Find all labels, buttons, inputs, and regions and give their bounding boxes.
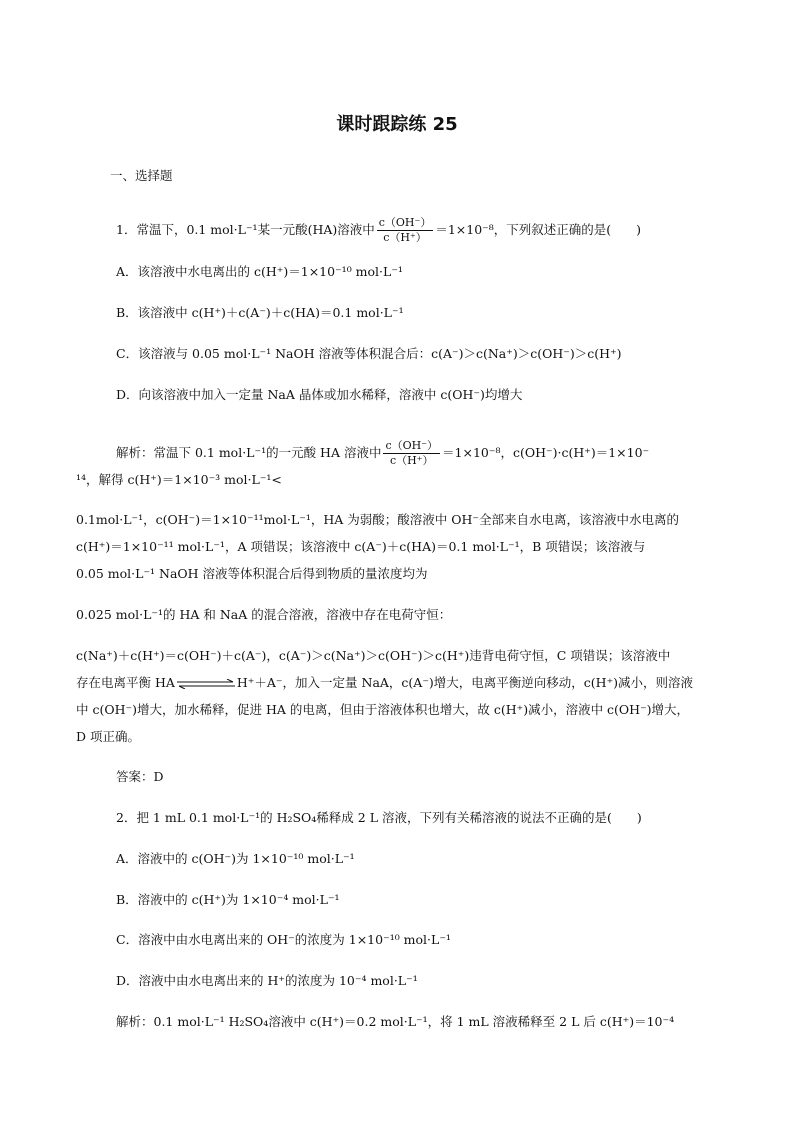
q1-option-a: A．该溶液中水电离出的 c(H⁺)＝1×10⁻¹⁰ mol·L⁻¹ — [116, 264, 403, 279]
q1-analysis-line-6: 0.025 mol·L⁻¹的 HA 和 NaA 的混合溶液，溶液中存在电荷守恒： — [76, 607, 452, 622]
q1-analysis-line-9: 中 c(OH⁻)增大，加水稀释，促进 HA 的电离，但由于溶液体积也增大，故 c(H⁺)减小，溶液中 c(OH⁻)增大， — [76, 702, 690, 717]
page-title: 课时跟踪练 25 — [336, 114, 458, 135]
section-heading: 一、选择题 — [110, 168, 173, 183]
q1-analysis-fraction — [383, 439, 440, 468]
q1-analysis-line-7: c(Na⁺)＋c(H⁺)＝c(OH⁻)＋c(A⁻)，c(A⁻)＞c(Na⁺)＞c(OH⁻)＞c(H⁺)违背电荷守恒，C 项错误；该溶液中 — [76, 648, 671, 663]
q2-stem: 2．把 1 mL 0.1 mol·L⁻¹的 H₂SO₄稀释成 2 L 溶液，下列有关稀溶液的说法不正确的是( ) — [116, 810, 642, 825]
q1-analysis-line-8-before: 存在电离平衡 HA — [76, 675, 175, 690]
q1-answer: 答案：D — [116, 769, 164, 784]
q2-option-b: B．溶液中的 c(H⁺)为 1×10⁻⁴ mol·L⁻¹ — [116, 892, 340, 907]
q1-analysis-fraction-denominator: c（H⁺） — [389, 454, 434, 467]
q1-option-d: D．向该溶液中加入一定量 NaA 晶体或加水稀释，溶液中 c(OH⁻)均增大 — [116, 387, 523, 402]
q1-analysis-line-1 — [116, 439, 649, 468]
q1-analysis-before: 解析：常温下 0.1 mol·L⁻¹的一元酸 HA 溶液中 — [116, 445, 382, 460]
q1-analysis-line-2: ¹⁴，解得 c(H⁺)＝1×10⁻³ mol·L⁻¹< — [76, 472, 282, 487]
q1-analysis-line-5: 0.05 mol·L⁻¹ NaOH 溶液等体积混合后得到物质的量浓度均为 — [76, 566, 428, 581]
q1-fraction — [377, 216, 434, 245]
q1-analysis-line-8-after: H⁺＋A⁻，加入一定量 NaA，c(A⁻)增大，电离平衡逆向移动，c(H⁺)减小，则溶液 — [236, 675, 694, 690]
q1-analysis-fraction-numerator: c（OH⁻） — [385, 439, 439, 452]
q1-analysis-line-10: D 项正确。 — [76, 729, 140, 744]
q1-analysis-line-4: c(H⁺)＝1×10⁻¹¹ mol·L⁻¹，A 项错误；该溶液中 c(A⁻)＋c(HA)＝0.1 mol·L⁻¹，B 项错误；该溶液与 — [76, 539, 646, 554]
q1-analysis-after: ＝1×10⁻⁸，c(OH⁻)·c(H⁺)＝1×10⁻ — [442, 445, 650, 460]
q1-analysis-line-3: 0.1mol·L⁻¹，c(OH⁻)＝1×10⁻¹¹mol·L⁻¹，HA 为弱酸；酸溶液中 OH⁻全部来自水电离，该溶液中水电离的 — [76, 512, 679, 527]
q1-stem-before: 1．常温下，0.1 mol·L⁻¹某一元酸(HA)溶液中 — [116, 222, 375, 237]
q1-fraction-denominator: c（H⁺） — [383, 231, 427, 244]
q1-fraction-numerator: c（OH⁻） — [378, 216, 432, 229]
equilibrium-arrow-icon — [175, 679, 237, 689]
q2-analysis-line-1: 解析：0.1 mol·L⁻¹ H₂SO₄溶液中 c(H⁺)＝0.2 mol·L⁻¹，将 1 mL 溶液稀释至 2 L 后 c(H⁺)＝10⁻⁴ — [116, 1014, 675, 1029]
q1-option-b: B．该溶液中 c(H⁺)＋c(A⁻)＋c(HA)＝0.1 mol·L⁻¹ — [116, 305, 404, 320]
q2-option-a: A．溶液中的 c(OH⁻)为 1×10⁻¹⁰ mol·L⁻¹ — [116, 851, 355, 866]
q1-analysis-line-8 — [76, 675, 693, 691]
q2-option-c: C．溶液中由水电离出来的 OH⁻的浓度为 1×10⁻¹⁰ mol·L⁻¹ — [116, 932, 451, 947]
q2-option-d: D．溶液中由水电离出来的 H⁺的浓度为 10⁻⁴ mol·L⁻¹ — [116, 973, 418, 988]
q1-option-c: C．该溶液与 0.05 mol·L⁻¹ NaOH 溶液等体积混合后：c(A⁻)＞c(Na⁺)＞c(OH⁻)＞c(H⁺) — [116, 346, 622, 361]
q1-stem-after: ＝1×10⁻⁸，下列叙述正确的是( ) — [435, 222, 642, 237]
q1-stem — [116, 216, 641, 245]
